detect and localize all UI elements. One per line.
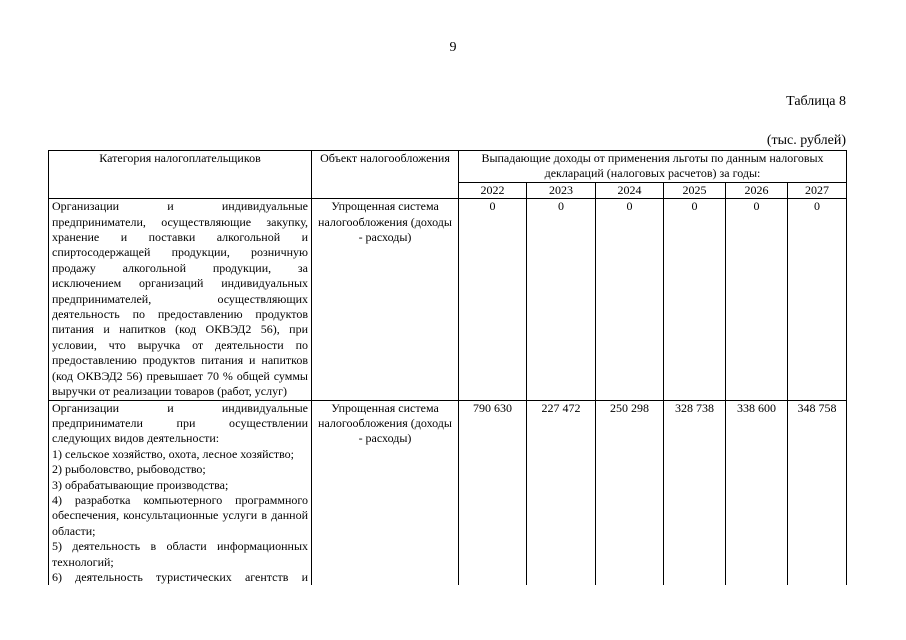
header-category: Категория налогоплательщиков (49, 151, 312, 199)
row-value: 348 758 (788, 400, 847, 585)
category-item: 5) деятельность в области информационных технологий; (52, 539, 308, 569)
row-value: 790 630 (459, 400, 527, 585)
row-value: 227 472 (527, 400, 596, 585)
row-object: Упрощенная система налогообложения (доходы - расходы) (312, 199, 459, 400)
row-category (49, 400, 312, 585)
header-year: 2026 (726, 182, 788, 198)
table-caption: Таблица 8 (786, 94, 846, 109)
row-value: 0 (788, 199, 847, 400)
header-year: 2025 (664, 182, 726, 198)
header-year: 2024 (596, 182, 664, 198)
table-row (49, 400, 847, 585)
row-value: 338 600 (726, 400, 788, 585)
row-value: 0 (664, 199, 726, 400)
row-value: 328 738 (664, 400, 726, 585)
row-value: 0 (459, 199, 527, 400)
units-label: (тыс. рублей) (766, 133, 846, 148)
table-row (49, 199, 847, 400)
row-value: 0 (596, 199, 664, 400)
row-object: Упрощенная система налогообложения (доходы - расходы) (312, 400, 459, 585)
category-item: 2) рыболовство, рыбоводство; (52, 462, 206, 477)
row-value: 0 (726, 199, 788, 400)
header-year: 2023 (527, 182, 596, 198)
header-revenue-group: Выпадающие доходы от применения льготы по данным налоговых деклараций (налоговых расчетов) за годы: (459, 151, 847, 183)
row-category: Организации и индивидуальные предприниматели, осуществляющие закупку, хранение и поставки алкогольной и спиртосодержащей продукции, розничную продажу алкогольной продукции, за исключением организаций индивидуальных предпринимателей, осуществляющих деятельность по предоставлению продуктов питания и напитков (код ОКВЭД2 56), при условии, что выручка от деятельности по предоставлению продуктов питания и напитков (код ОКВЭД2 56) превышает 70 % общей суммы выручки от реализации товаров (работ, услуг) (49, 199, 312, 400)
tax-benefit-table (48, 150, 847, 585)
category-item: 4) разработка компьютерного программного обеспечения, консультационные услуги в данной области; (52, 492, 308, 538)
category-intro: Организации и индивидуальные предприниматели при осуществлении следующих видов деятельности: (52, 400, 308, 446)
header-year: 2022 (459, 182, 527, 198)
category-item: 1) сельское хозяйство, охота, лесное хозяйство; (52, 446, 295, 461)
category-item: 6) деятельность туристических агентств и (52, 569, 308, 584)
row-value: 0 (527, 199, 596, 400)
page-number: 9 (449, 40, 457, 55)
row-value: 250 298 (596, 400, 664, 585)
header-year: 2027 (788, 182, 847, 198)
category-item: 3) обрабатывающие производства; (52, 477, 229, 492)
header-object: Объект налогообложения (312, 151, 459, 199)
